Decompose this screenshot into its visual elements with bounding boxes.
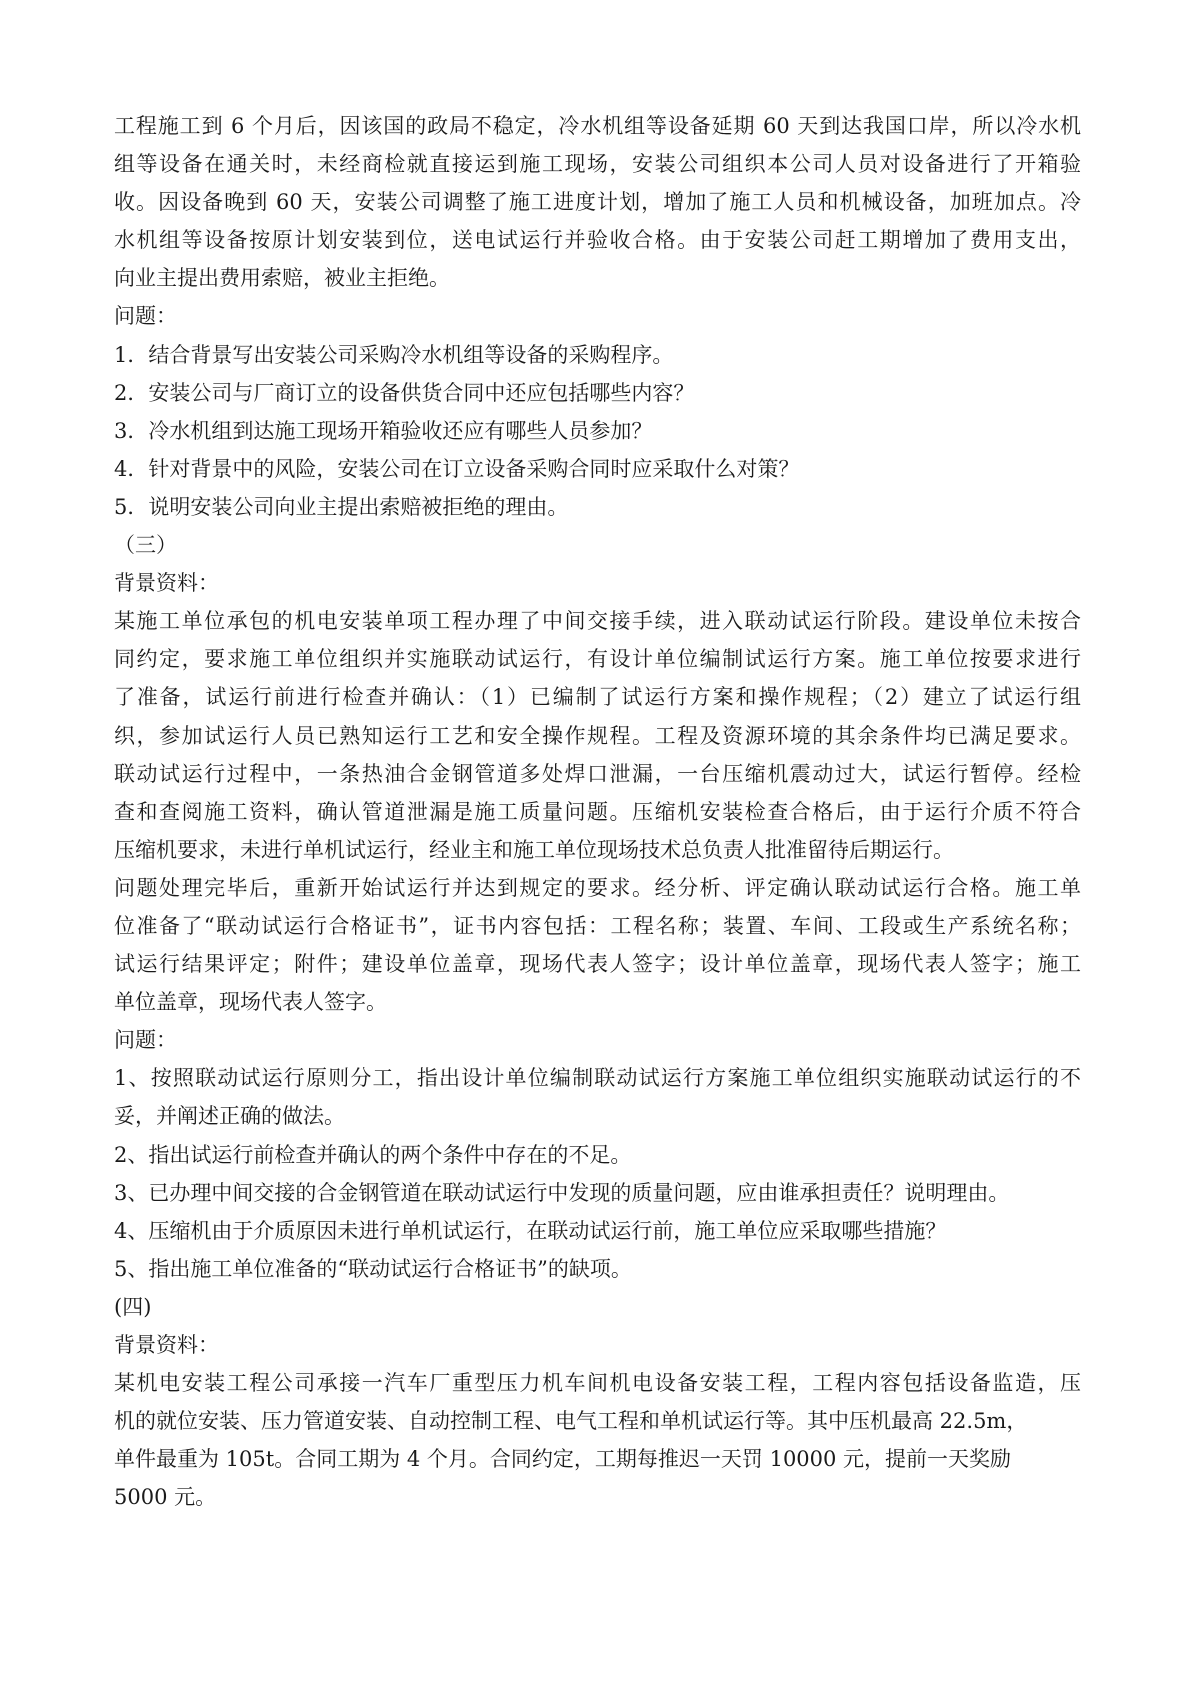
text-line: 2、指出试运行前检查并确认的两个条件中存在的不足。: [114, 1142, 632, 1167]
text-line: 织，参加试运行人员已熟知运行工艺和安全操作规程。工程及资源环境的其余条件均已满足要求。: [114, 723, 1081, 748]
text-line: 联动试运行过程中，一条热油合金钢管道多处焊口泄漏，一台压缩机震动过大，试运行暂停。经检: [114, 761, 1081, 786]
text-line: 收。因设备晚到 60 天，安装公司调整了施工进度计划，增加了施工人员和机械设备，加班加点。冷: [114, 190, 1081, 215]
text-line: 向业主提出费用索赔，被业主拒绝。: [114, 266, 450, 291]
text-line: 背景资料：: [114, 571, 219, 596]
text-line: 了准备，试运行前进行检查并确认：（1）已编制了试运行方案和操作规程；（2）建立了试运行组: [114, 685, 1081, 710]
text-line: 水机组等设备按原计划安装到位，送电试运行并验收合格。由于安装公司赶工期增加了费用支出，: [114, 228, 1081, 253]
text-line: 5．说明安装公司向业主提出索赔被拒绝的理由。: [114, 494, 569, 519]
text-line: 4．针对背景中的风险，安装公司在订立设备采购合同时应采取什么对策？: [114, 456, 800, 481]
text-line: 1．结合背景写出安装公司采购冷水机组等设备的采购程序。: [114, 342, 674, 367]
text-line: 某机电安装工程公司承接一汽车厂重型压力机车间机电设备安装工程，工程内容包括设备监造，压: [114, 1371, 1081, 1396]
document-body: [114, 107, 1081, 1516]
text-line: 3．冷水机组到达施工现场开箱验收还应有哪些人员参加？: [114, 418, 653, 443]
text-line: 试运行结果评定；附件；建设单位盖章，现场代表人签字；设计单位盖章，现场代表人签字；施工: [114, 952, 1081, 977]
text-line: 单位盖章，现场代表人签字。: [114, 990, 387, 1015]
text-line: 位准备了“联动试运行合格证书”，证书内容包括：工程名称；装置、车间、工段或生产系统名称；: [114, 913, 1081, 938]
text-line: 查和查阅施工资料，确认管道泄漏是施工质量问题。压缩机安装检查合格后，由于运行介质不符合: [114, 799, 1081, 824]
text-line: 4、压缩机由于介质原因未进行单机试运行，在联动试运行前，施工单位应采取哪些措施？: [114, 1218, 947, 1243]
text-line: 背景资料：: [114, 1333, 219, 1357]
text-line: 单件最重为 105t。合同工期为 4 个月。合同约定，工期每推迟一天罚 10000 元，提前一天奖励: [114, 1447, 1012, 1472]
text-line: 问题：: [114, 1028, 177, 1053]
text-line: 组等设备在通关时，未经商检就直接运到施工现场，安装公司组织本公司人员对设备进行了开箱验: [114, 152, 1081, 177]
text-line: 妥，并阐述正确的做法。: [114, 1104, 345, 1129]
text-line: 5000 元。: [114, 1485, 217, 1510]
text-line: 3、已办理中间交接的合金钢管道在联动试运行中发现的质量问题，应由谁承担责任？说明理由。: [114, 1180, 1010, 1205]
text-line: 问题处理完毕后，重新开始试运行并达到规定的要求。经分析、评定确认联动试运行合格。施工单: [114, 875, 1081, 900]
text-line: 1、按照联动试运行原则分工，指出设计单位编制联动试运行方案施工单位组织实施联动试运行的不: [114, 1066, 1081, 1091]
text-line: （三）: [114, 533, 177, 558]
text-line: 5、指出施工单位准备的“联动试运行合格证书”的缺项。: [114, 1256, 632, 1281]
text-line: 机的就位安装、压力管道安装、自动控制工程、电气工程和单机试运行等。其中压机最高 22.5m，: [114, 1409, 1028, 1434]
text-line: 同约定，要求施工单位组织并实施联动试运行，有设计单位编制试运行方案。施工单位按要求进行: [114, 647, 1081, 672]
text-line: 问题：: [114, 304, 177, 329]
text-line: 压缩机要求，未进行单机试运行，经业主和施工单位现场技术总负责人批准留待后期运行。: [114, 837, 954, 862]
text-line: 工程施工到 6 个月后，因该国的政局不稳定，冷水机组等设备延期 60 天到达我国口岸，所以冷水机: [114, 114, 1081, 138]
text-line: 某施工单位承包的机电安装单项工程办理了中间交接手续，进入联动试运行阶段。建设单位未按合: [114, 609, 1081, 634]
text-line: (四): [114, 1294, 152, 1319]
text-line: 2．安装公司与厂商订立的设备供货合同中还应包括哪些内容？: [114, 380, 695, 405]
